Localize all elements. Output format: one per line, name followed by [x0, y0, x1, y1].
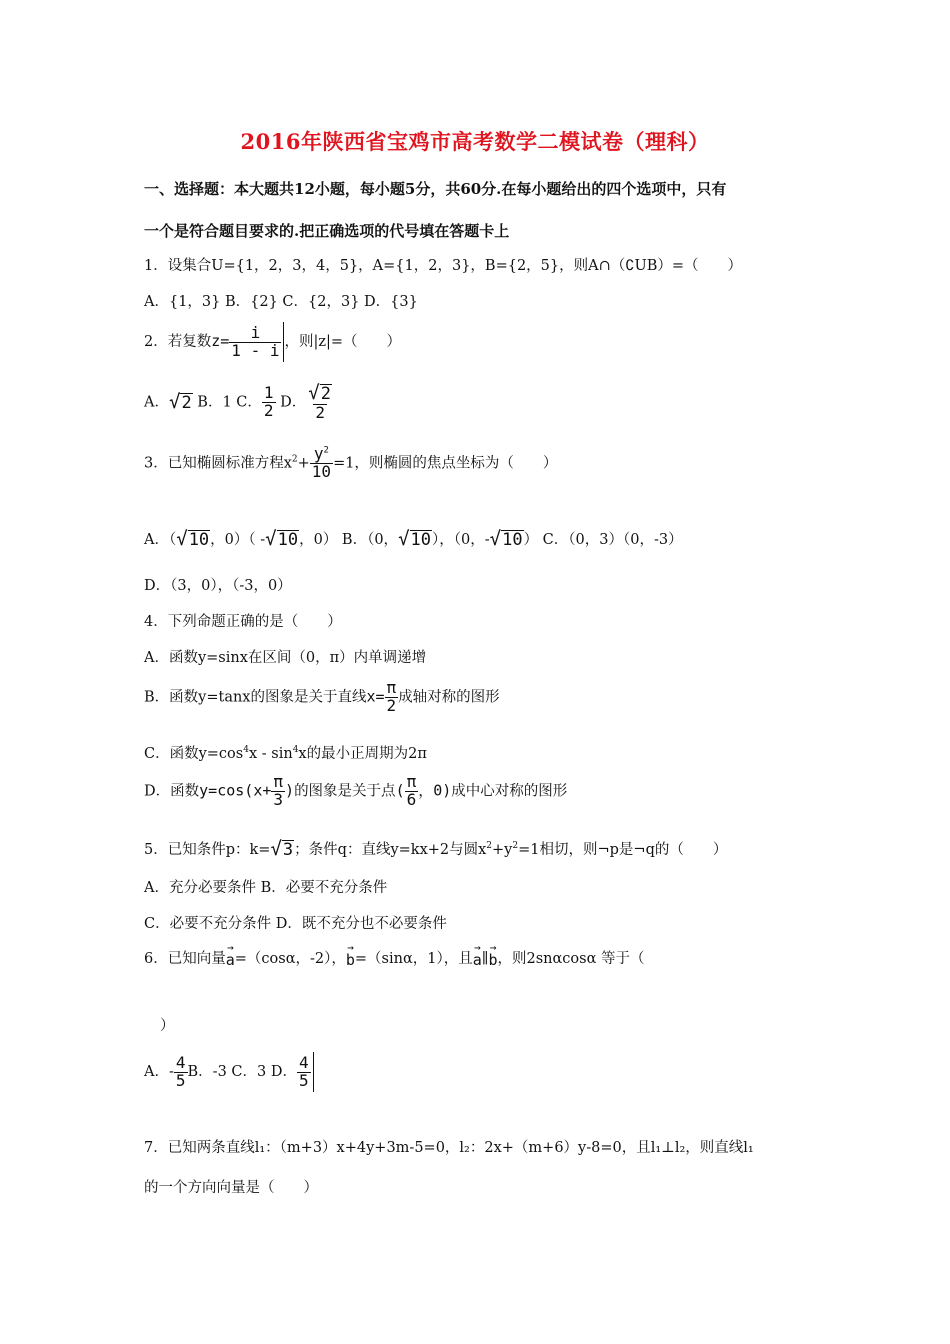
q5-options-ab: A．充分必要条件 B．必要不充分条件	[144, 880, 388, 896]
q7-stem-line2: 的一个方向向量是（ ）	[144, 1180, 318, 1196]
q6-options: A．- $\frac{4}{5}$ B．-3 C．3 D． $\frac{4}{5}$	[144, 1052, 314, 1092]
q4-option-c: C．函数$y=\cos^4x - \sin^4x$的最小正周期为2π	[144, 745, 427, 762]
section-heading-line1: 一、选择题：本大题共12小题，每小题5分，共60分.在每小题给出的四个选项中，只有	[144, 180, 727, 198]
q4-option-b: B．函数y=tanx的图象是关于直线x= $\frac{\pi}{2}$ 成轴对称的图形	[144, 678, 500, 715]
q2-fraction: $\frac{i}{1 - i}$	[231, 322, 280, 360]
q5-options-cd: C．必要不充分条件 D．既不充分也不必要条件	[144, 916, 447, 932]
q6-close-paren: ）	[160, 1018, 175, 1034]
q4-stem: 4．下列命题正确的是（ ）	[144, 614, 342, 630]
section-heading-line2: 一个是符合题目要求的.把正确选项的代号填在答题卡上	[144, 222, 510, 240]
q4-option-d: D．函数y=cos(x+ $\frac{\pi}{3}$ )的图象是关于点( $\frac{\pi}{6}$ ，0)成中心对称的图形	[144, 772, 568, 809]
q2-options: A． √ 2 B．1 C． $\frac{1}{2}$ D． √ 2 2	[144, 382, 331, 422]
q3-options-abc: A．（ √ 10 ，0）（ - √ 10 ，0） B．（0， √ 10 ），（0，- √ 10 ） C．（0，3）（0，-3）	[144, 528, 683, 551]
q1-options: A．{1，3} B．{2} C．{2，3} D．{3}	[144, 294, 418, 310]
q1-stem: 1．设集合U={1，2，3，4，5}，A={1，2，3}，B={2，5}，则A∩（∁UB）=（ ）	[144, 258, 742, 274]
page-title: 2016年陕西省宝鸡市高考数学二模试卷（理科）	[240, 129, 710, 154]
q2-stem: 2．若复数z= $\frac{i}{1 - i}$ ，则|z|=（ ）	[144, 322, 401, 362]
q3-stem: 3．已知椭圆标准方程$x^2+$ $\frac{y^2}{10}$ =1，则椭圆的焦点坐标为（ ）	[144, 444, 558, 481]
q6-stem: 6．已知向量 → a =（cosα，-2）， → b =（sinα，1），且 → a ∥ → b ，则2snαcosα 等于（	[144, 941, 645, 969]
q4-option-a: A．函数y=sinx在区间（0，π）内单调递增	[144, 650, 427, 666]
q3-option-d: D．（3，0），（-3，0）	[144, 578, 292, 594]
q7-stem-line1: 7．已知两条直线l₁：（m+3）x+4y+3m-5=0，l₂：2x+（m+6）y-8=0，且l₁⊥l₂，则直线l₁	[144, 1140, 754, 1156]
q5-stem: 5．已知条件p：k= √ 3 ；条件q：直线y=kx+2与圆$x^2+y^2=1$相切，则¬p是¬q的（ ）	[144, 838, 728, 861]
